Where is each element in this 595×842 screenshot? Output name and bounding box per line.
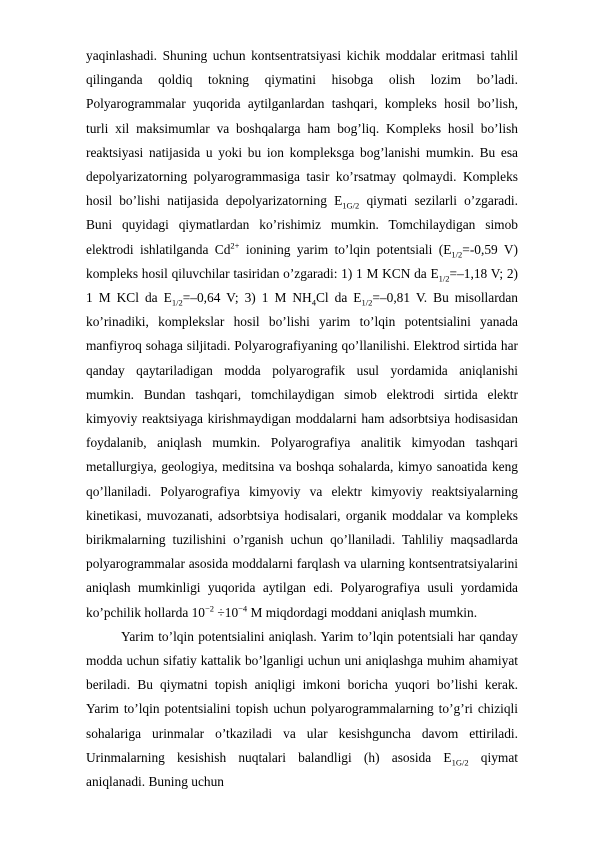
superscript-text: 2+ — [230, 240, 240, 251]
paragraph-text-run: M miqdordagi moddani aniqlash mumkin. — [247, 604, 478, 620]
paragraph-text-run: =–0,81 V. Bu misollardan ko’rinadiki, komplekslar hosil bo’lishi yarim to’lqin potentsialini yanada manfiyroq sohaga siljitadi. Polyarografiyaning qo’llanilishi. Elektrod sirtida har qanday qaytariladigan modda polyarografik usul yordamida aniqlanishi mumkin. Bundan tashqari, tomchilaydigan simob elektrodi sirtida elektr kimyoviy reaktsiyaga kirishmaydigan moddalarni ham adsorbtsiya hodisasidan foydalanib, aniqlash mumkin. Polyarografiya analitik kimyodan tashqari metallurgiya, geologiya, meditsina va boshqa sohalarda, kimyo sanoatida keng qo’llaniladi. Polyarografiya kimyoviy va elektr kimyoviy reaktsiyalarning kinetikasi, muvozanati, adsorbtsiya hodisalari, organik moddalar va kompleks birikmalarning tuzilishini o’rganish uchun qo’llaniladi. Tahliliy maqsadlarda polyarogrammalar asosida moddalarni farqlash va ularning kontsentratsiyalarini aniqlash mumkinligi yuqorida aytilgan edi. Polyarografiya usuli yordamida ko’pchilik hollarda 10 — [86, 290, 519, 620]
paragraph-text-run: ionining yarim to’lqin potentsiali (E — [239, 241, 452, 257]
paragraph-text-run: =–0,64 V; 3) 1 M NH — [182, 290, 312, 306]
subscript-text: 1/2 — [451, 249, 463, 260]
subscript-text: 1/2 — [438, 273, 450, 284]
paragraph-text-run: =-0,59 V) kompleks hosil qiluvchilar tasiridan o’zgaradi: 1) 1 M KCN da E — [86, 241, 518, 281]
subscript-text: 1/2 — [171, 297, 183, 308]
subscript-text: 1G/2 — [451, 757, 469, 768]
superscript-text: −2 — [205, 603, 215, 614]
subscript-text: 4 — [311, 297, 316, 308]
document-page — [86, 44, 518, 794]
paragraph-text-run: yaqinlashadi. Shuning uchun kontsentratsiyasi kichik moddalar eritmasi tahlil qilinganda qoldiq tokning qiymatini hisobga olish lozim bo’ladi. Polyarogrammalar yuqorida aytilganlardan tashqari, kompleks hosil bo’lish, turli xil maksimumlar va boshqalarga ham bog’liq. Kompleks hosil bo’lish reaktsiyasi natijasida u yoki bu ion kompleksga bog’lanishi mumkin. Bu esa depolyarizatorning polyarogrammasiga tasir ko’rsatmay qolmaydi. Kompleks hosil bo’lishi natijasida depolyarizatorning E — [86, 48, 518, 209]
paragraph-text-run: ÷10 — [214, 604, 239, 620]
paragraph-text-run: Yarim to’lqin potentsialini aniqlash. Yarim to’lqin potentsiali har qanday modda uchun sifatiy kattalik bo’lganligi uchun uni aniqlashga muhim ahamiyat beriladi. Bu qiymatni topish aniqligi imkoni boricha yuqori bo’lishi kerak. Yarim to’lqin potentsialini topish uchun polyarogrammalarning to’g’ri chiziqli sohalariga urinmalar o’tkaziladi va ular kesishguncha davom ettiriladi. Urinmalarning kesishish nuqtalari balandligi (h) asosida E — [86, 628, 518, 765]
paragraph-text-run: qiymati sezilarli o’zgaradi. Buni quyidagi qiymatlardan ko’rishimiz mumkin. Tomchilaydigan simob elektrodi ishlatilganda Cd — [86, 193, 518, 257]
superscript-text: −4 — [238, 603, 248, 614]
subscript-text: 1G/2 — [342, 200, 360, 211]
paragraph-text-run: Cl da E — [315, 290, 362, 306]
subscript-text: 1/2 — [361, 297, 373, 308]
paragraph-text-run: qiymat aniqlanadi. Buning uchun — [86, 749, 518, 790]
paragraph-polarography-applications — [86, 44, 518, 625]
paragraph-text-run: =–1,18 V; 2) 1 M KCl da E — [86, 265, 518, 306]
paragraph-half-wave-potential — [86, 625, 518, 794]
